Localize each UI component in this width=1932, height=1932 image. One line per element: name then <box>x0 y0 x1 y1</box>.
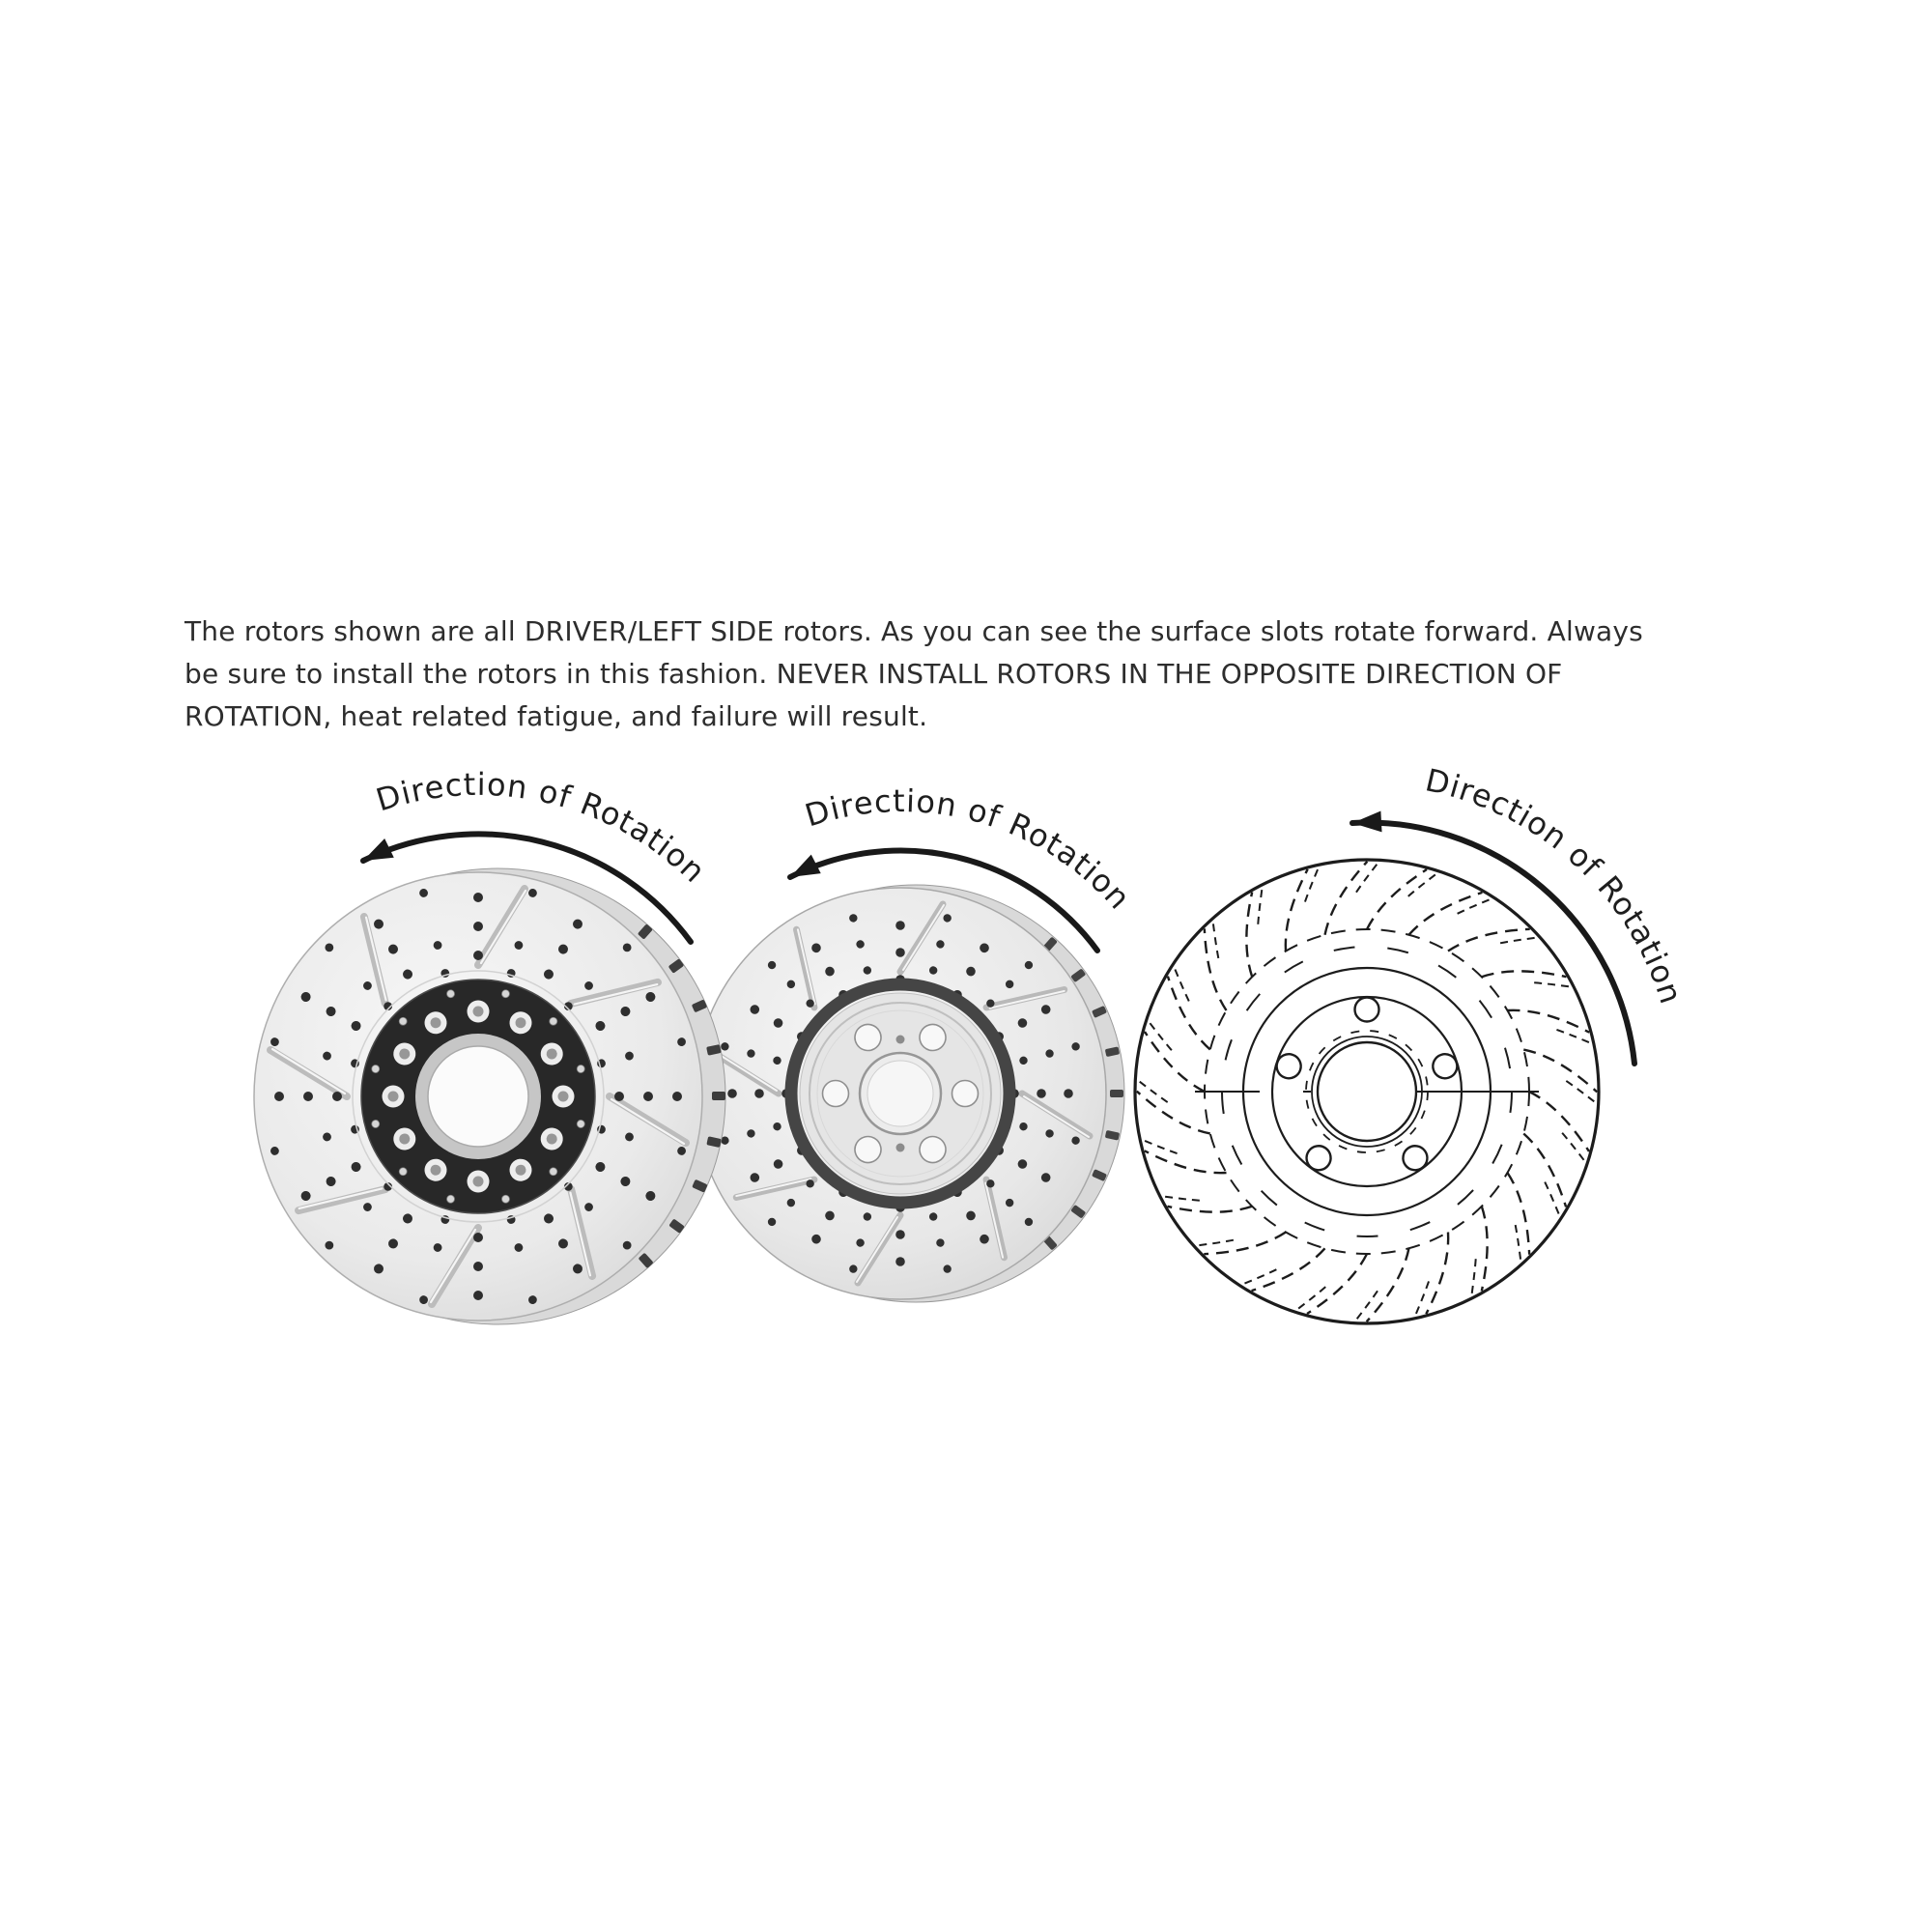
rotor-line-drawing-illustration <box>1135 860 1599 1323</box>
rotor-silver-hub-illustration <box>695 885 1124 1302</box>
figure-caption: Direction of Rotation <box>801 782 1139 917</box>
figure-caption: Direction of Rotation <box>1422 761 1690 1009</box>
rotor-black-hat-illustration <box>254 868 725 1324</box>
figure-rotor-black-hat <box>222 753 734 1352</box>
instruction-line: The rotors shown are all DRIVER/LEFT SIDE rotors. As you can see the surface slots rotate forward. Always <box>185 615 1643 647</box>
instruction-line: ROTATION, heat related fatigue, and failure will result. <box>185 700 928 732</box>
instruction-line: be sure to install the rotors in this fashion. NEVER INSTALL ROTORS IN THE OPPOSITE DIRECTION OF <box>185 658 1563 690</box>
figure-caption: Direction of Rotation <box>371 765 714 891</box>
figure-rotor-line-drawing <box>1121 758 1739 1357</box>
instruction-paragraph <box>185 611 1827 738</box>
